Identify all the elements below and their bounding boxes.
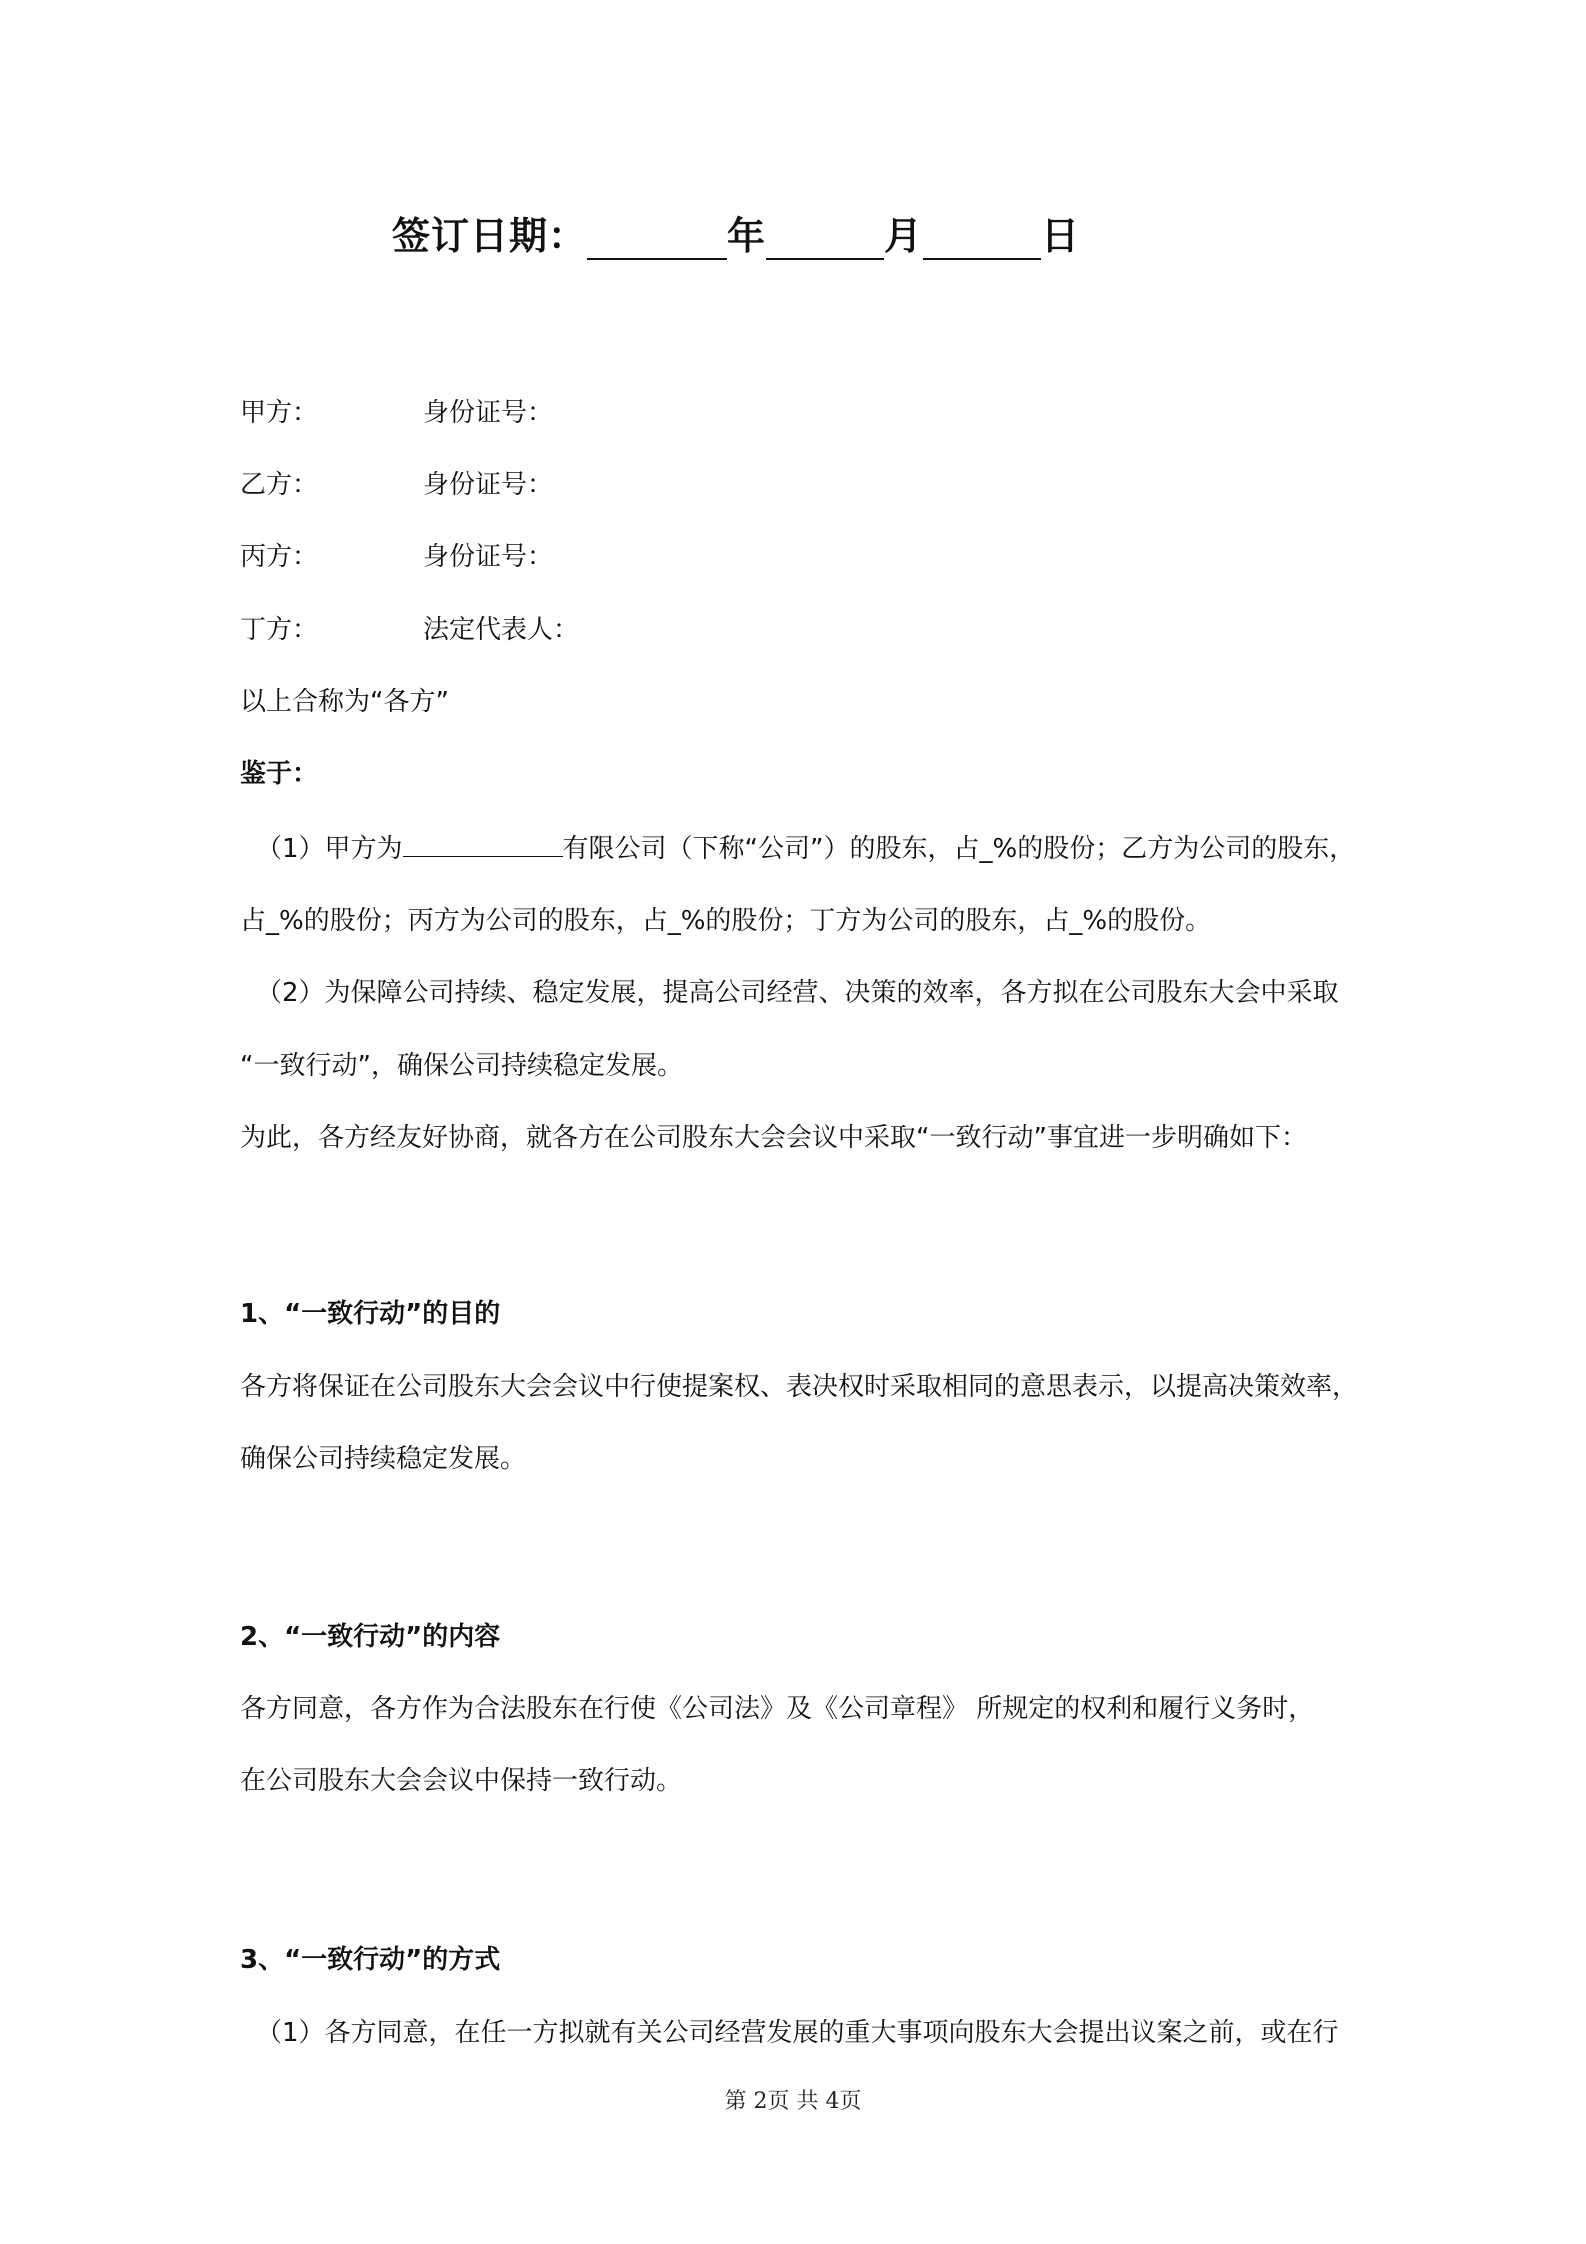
month-label: 月 bbox=[884, 214, 924, 258]
party-row-d bbox=[240, 612, 579, 648]
party-id-label: 身份证号： bbox=[423, 470, 554, 500]
section-2-line-1: 各方同意，各方作为合法股东在行使《公司法》及《公司章程》 所规定的权利和履行义务时， bbox=[240, 1694, 1315, 1724]
party-rep-label: 法定代表人： bbox=[423, 615, 580, 645]
party-id-label: 身份证号： bbox=[423, 398, 554, 428]
section-2-line-2: 在公司股东大会会议中保持一致行动。 bbox=[240, 1766, 683, 1796]
signing-date-label: 签订日期： bbox=[392, 214, 588, 258]
company-name-blank bbox=[403, 830, 563, 857]
signing-date-title bbox=[392, 200, 1080, 260]
recital-1-line-2: 占_%的股份；丙方为公司的股东，占_%的股份；丁方为公司的股东，占_%的股份。 bbox=[240, 906, 1212, 936]
party-name: 丙方： bbox=[240, 542, 319, 572]
section-1-line-1: 各方将保证在公司股东大会会议中行使提案权、表决权时采取相同的意思表示，以提高决策效率， bbox=[240, 1372, 1359, 1402]
party-id-label: 身份证号： bbox=[423, 542, 554, 572]
agreement-intro: 为此，各方经友好协商，就各方在公司股东大会会议中采取“一致行动”事宜进一步明确如下： bbox=[240, 1123, 1307, 1153]
section-3-heading: 3、“一致行动”的方式 bbox=[240, 1945, 501, 1975]
page-footer: 第 2页 共 4页 bbox=[724, 2089, 862, 2114]
year-label: 年 bbox=[727, 214, 767, 258]
recital-1-suffix: 有限公司（下称“公司”）的股东，占_%的股份；乙方为公司的股东， bbox=[562, 834, 1356, 864]
day-label: 日 bbox=[1041, 214, 1081, 258]
day-blank bbox=[923, 214, 1041, 260]
recital-2-line-2: “一致行动”，确保公司持续稳定发展。 bbox=[240, 1051, 683, 1081]
year-blank bbox=[587, 214, 727, 260]
party-row-b bbox=[240, 467, 553, 503]
section-2-heading: 2、“一致行动”的内容 bbox=[240, 1622, 501, 1652]
party-row-a bbox=[240, 395, 553, 431]
recital-2-line-1: （2）为保障公司持续、稳定发展，提高公司经营、决策的效率，各方拟在公司股东大会中采取 bbox=[256, 978, 1339, 1008]
party-row-c bbox=[240, 539, 553, 575]
party-name: 丁方： bbox=[240, 615, 319, 645]
collective-name: 以上合称为“各方” bbox=[240, 687, 449, 717]
section-1-heading: 1、“一致行动”的目的 bbox=[240, 1299, 501, 1329]
month-blank bbox=[766, 214, 884, 260]
party-name: 乙方： bbox=[240, 470, 319, 500]
section-1-line-2: 确保公司持续稳定发展。 bbox=[240, 1444, 527, 1474]
recital-1-line-1 bbox=[256, 830, 1355, 867]
party-name: 甲方： bbox=[240, 398, 319, 428]
recital-1-prefix: （1）甲方为 bbox=[256, 834, 403, 864]
section-3-line-1: （1）各方同意，在任一方拟就有关公司经营发展的重大事项向股东大会提出议案之前，或在行 bbox=[256, 2018, 1339, 2048]
whereas-heading: 鉴于： bbox=[240, 759, 319, 789]
